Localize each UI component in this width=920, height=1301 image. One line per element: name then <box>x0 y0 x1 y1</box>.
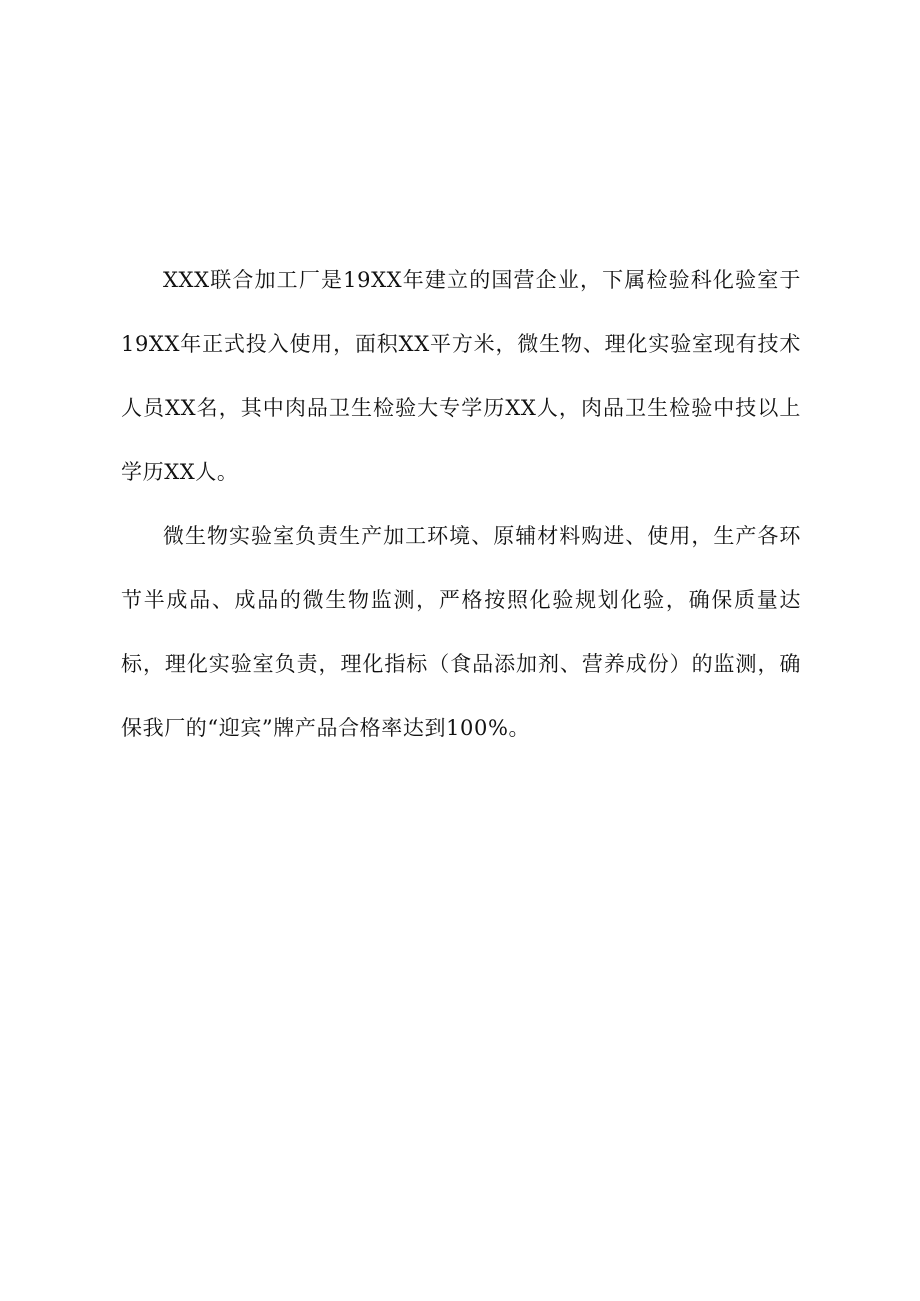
paragraph-lab-duties: 微生物实验室负责生产加工环境、原辅材料购进、使用，生产各环节半成品、成品的微生物监测，严格按照化验规划化验，确保质量达标，理化实验室负责，理化指标（食品添加剂、营养成份）的监测，确保我厂的“迎宾”牌产品合格率达到100%。 <box>121 524 801 740</box>
paragraph-company-intro: XXX联合加工厂是19XX年建立的国营企业，下属检验科化验室于19XX年正式投入使用，面积XX平方米，微生物、理化实验室现有技术人员XX名，其中肉品卫生检验大专学历XX人，肉品卫生检验中技以上学历XX人。 <box>121 268 801 484</box>
document-body <box>121 248 801 760</box>
